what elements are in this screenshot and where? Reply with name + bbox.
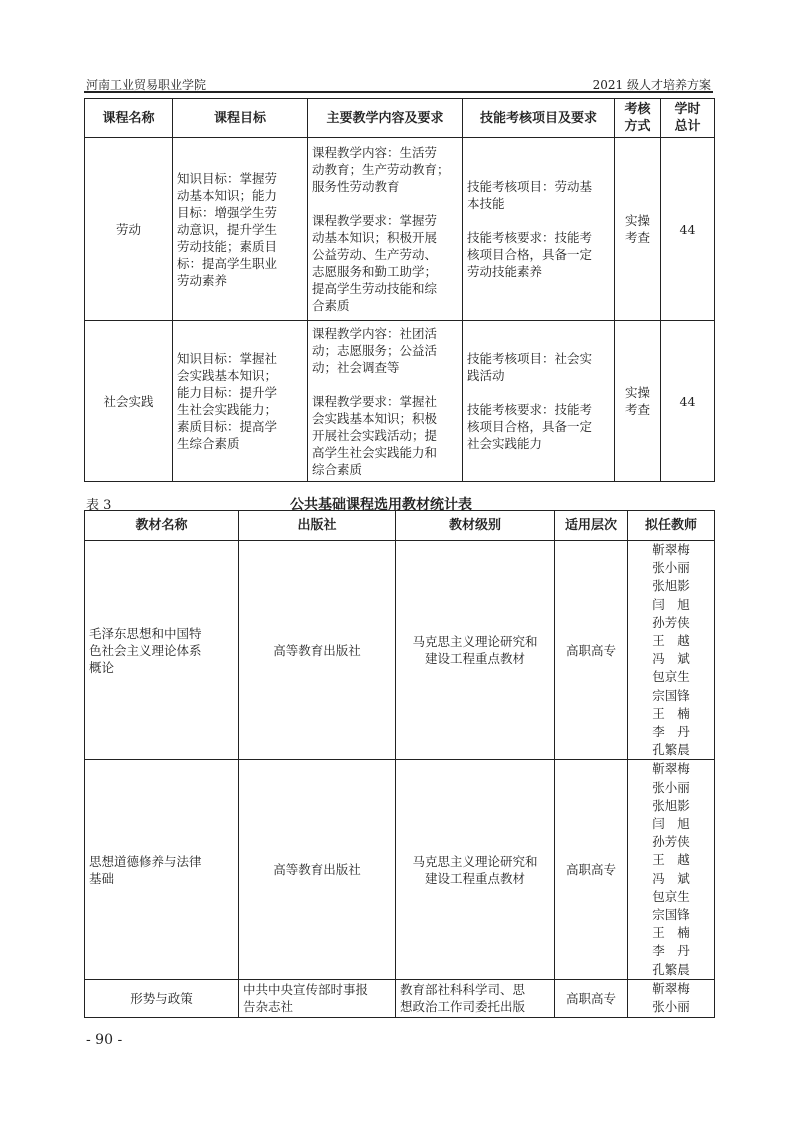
table-header-row xyxy=(85,511,715,541)
header-divider xyxy=(84,91,713,93)
table-row xyxy=(85,138,715,321)
publisher: 高等教育出版社 xyxy=(239,541,396,760)
running-header xyxy=(84,76,713,92)
total-hours: 44 xyxy=(661,138,715,321)
course-name: 劳动 xyxy=(85,138,173,321)
column-header: 拟任教师 xyxy=(628,511,715,541)
course-name: 社会实践 xyxy=(85,321,173,482)
total-hours: 44 xyxy=(661,321,715,482)
course-content: 课程教学内容：生活劳 动教育；生产劳动教育； 服务性劳动教育 课程教学要求：掌握劳 动基本知识；积极开展 公益劳动、生产劳动、 志愿服务和勤工助学； 提高学生劳动技能和综 合素质 xyxy=(308,138,463,321)
course-content: 课程教学内容：社团活 动；志愿服务；公益活 动；社会调查等 课程教学要求：掌握社 会实践基本知识；积极 开展社会实践活动；提 高学生社会实践能力和 综合素质 xyxy=(308,321,463,482)
textbook-name: 形势与政策 xyxy=(85,979,239,1017)
column-header: 教材名称 xyxy=(85,511,239,541)
assessment-method: 实操 考查 xyxy=(615,321,661,482)
column-header: 适用层次 xyxy=(555,511,628,541)
course-table xyxy=(84,98,715,482)
textbook-table xyxy=(84,510,715,1018)
column-header: 课程目标 xyxy=(173,99,308,138)
textbook-name: 思想道德修养与法律 基础 xyxy=(85,760,239,979)
course-goal: 知识目标：掌握劳 动基本知识；能力 目标：增强学生劳 动意识，提升学生 劳动技能；素质目 标：提高学生职业 劳动素养 xyxy=(173,138,308,321)
table-header-row xyxy=(85,99,715,138)
page-number: - 90 - xyxy=(86,1032,123,1048)
skill-assessment: 技能考核项目：社会实 践活动 技能考核要求：技能考 核项目合格，具备一定 社会实践能力 xyxy=(463,321,615,482)
teachers: 靳翠梅 张小丽 xyxy=(628,979,715,1017)
table-title: 公共基础课程选用教材统计表 xyxy=(290,497,472,513)
applicable-tier: 高职高专 xyxy=(555,760,628,979)
skill-assessment: 技能考核项目：劳动基 本技能 技能考核要求：技能考 核项目合格，具备一定 劳动技能素养 xyxy=(463,138,615,321)
table-row xyxy=(85,541,715,760)
table-row xyxy=(85,321,715,482)
textbook-level: 马克思主义理论研究和 建设工程重点教材 xyxy=(396,760,555,979)
table-label: 表 3 xyxy=(86,498,112,513)
header-institution: 河南工业贸易职业学院 xyxy=(86,78,207,92)
publisher: 中共中央宣传部时事报 告杂志社 xyxy=(239,979,396,1017)
column-header: 考核 方式 xyxy=(615,99,661,138)
column-header: 技能考核项目及要求 xyxy=(463,99,615,138)
textbook-name: 毛泽东思想和中国特 色社会主义理论体系 概论 xyxy=(85,541,239,760)
column-header: 主要教学内容及要求 xyxy=(308,99,463,138)
table-row xyxy=(85,760,715,979)
teachers: 靳翠梅 张小丽 张旭影 闫 旭 孙芳侠 王 越 冯 斌 包京生 宗国锋 王 楠 李 丹 孔繁晨 xyxy=(628,541,715,760)
header-document: 2021 级人才培养方案 xyxy=(592,78,711,92)
textbook-level: 教育部社科科学司、思 想政治工作司委托出版 xyxy=(396,979,555,1017)
column-header: 学时 总计 xyxy=(661,99,715,138)
teachers: 靳翠梅 张小丽 张旭影 闫 旭 孙芳侠 王 越 冯 斌 包京生 宗国锋 王 楠 李 丹 孔繁晨 xyxy=(628,760,715,979)
applicable-tier: 高职高专 xyxy=(555,541,628,760)
table-row xyxy=(85,979,715,1017)
assessment-method: 实操 考查 xyxy=(615,138,661,321)
applicable-tier: 高职高专 xyxy=(555,979,628,1017)
column-header: 教材级别 xyxy=(396,511,555,541)
publisher: 高等教育出版社 xyxy=(239,760,396,979)
course-goal: 知识目标：掌握社 会实践基本知识； 能力目标：提升学 生社会实践能力； 素质目标：提高学 生综合素质 xyxy=(173,321,308,482)
column-header: 出版社 xyxy=(239,511,396,541)
textbook-level: 马克思主义理论研究和 建设工程重点教材 xyxy=(396,541,555,760)
column-header: 课程名称 xyxy=(85,99,173,138)
